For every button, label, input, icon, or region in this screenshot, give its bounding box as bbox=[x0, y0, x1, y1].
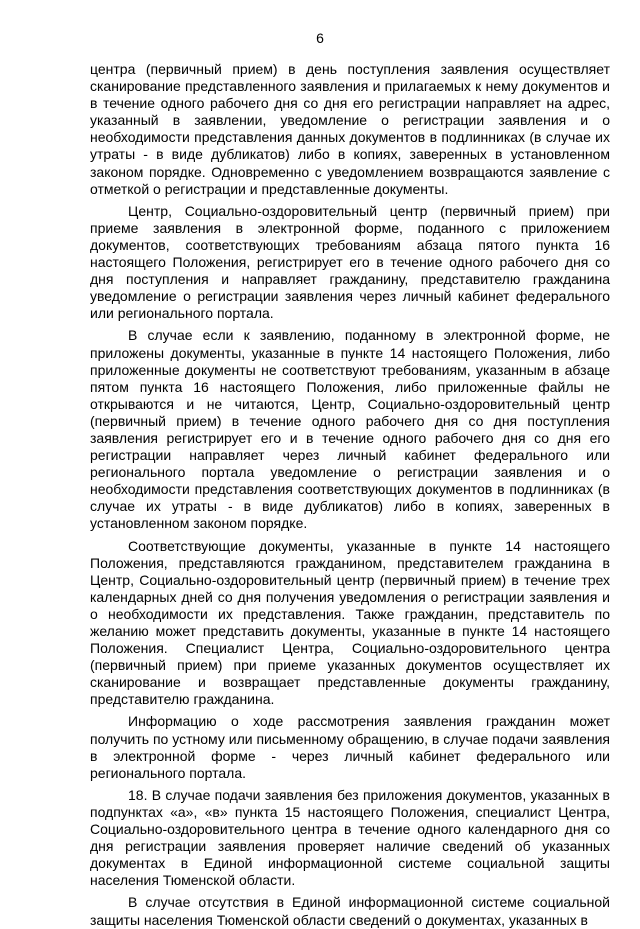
page-number: 6 bbox=[316, 30, 324, 46]
paragraph-missing-documents: В случае если к заявлению, поданному в электронной форме, не приложены документы, указанные в пункте 14 настоящего Положения, либо приложенные документы не соответствуют требованиям, указанным в абзаце пятом пункта 16 настоящего Положения, либо приложенные файлы не открываются и не читаются, Центр, Социально-оздоровительный центр (первичный прием) в течение одного рабочего дня со дня поступления заявления регистрирует его и в течение одного рабочего дня со дня его регистрации направляет через личный кабинет федерального или регионального портала уведомление о регистрации заявления и о необходимости представления соответствующих документов в подлинниках (в случае их утраты - в виде дубликатов) либо в копиях, заверенных в установленном законом порядке. bbox=[90, 327, 610, 532]
paragraph-item-18: 18. В случае подачи заявления без приложения документов, указанных в подпунктах «а», «в» пункта 15 настоящего Положения, специалист Центра, Социально-оздоровительного центра в течение одного календарного дня со дня регистрации заявления проверяет наличие сведений об указанных документах в Единой информационной системе социальной защиты населения Тюменской области. bbox=[90, 786, 610, 889]
paragraph-absence-of-data: В случае отсутствия в Единой информационной системе социальной защиты населения Тюменской области сведений о документах, указанных в bbox=[90, 894, 610, 928]
paragraph-continuation: центра (первичный прием) в день поступления заявления осуществляет сканирование представленного заявления и прилагаемых к нему документов и в течение одного рабочего дня со дня его регистрации направляет на адрес, указанный в заявлении, уведомление о регистрации заявления и о необходимости представления данных документов в подлинниках (в случае их утраты - в виде дубликатов) либо в копиях, заверенных в установленном законом порядке. Одновременно с уведомлением возвращаются заявление с отметкой о регистрации и представленные документы. bbox=[90, 61, 610, 197]
document-body bbox=[90, 61, 610, 929]
paragraph-status-information: Информацию о ходе рассмотрения заявления гражданин может получить по устному или письменному обращению, в случае подачи заявления в электронной форме - через личный кабинет федерального или регионального портала. bbox=[90, 713, 610, 781]
paragraph-electronic-form-registration: Центр, Социально-оздоровительный центр (первичный прием) при приеме заявления в электронной форме, поданного с приложением документов, соответствующих требованиям абзаца пятого пункта 16 настоящего Положения, регистрирует его в течение одного рабочего дня со дня поступления и направляет гражданину, представителю гражданина уведомление о регистрации заявления через личный кабинет федерального или регионального портала. bbox=[90, 202, 610, 322]
paragraph-documents-submission: Соответствующие документы, указанные в пункте 14 настоящего Положения, представляются гражданином, представителем гражданина в Центр, Социально-оздоровительный центр (первичный прием) в течение трех календарных дней со дня получения уведомления о регистрации заявления и о необходимости их представления. Также гражданин, представитель по желанию может представить документы, указанные в пункте 14 настоящего Положения. Специалист Центра, Социально-оздоровительного центра (первичный прием) при приеме указанных документов осуществляет их сканирование и возвращает представленные документы гражданину, представителю гражданина. bbox=[90, 537, 610, 708]
